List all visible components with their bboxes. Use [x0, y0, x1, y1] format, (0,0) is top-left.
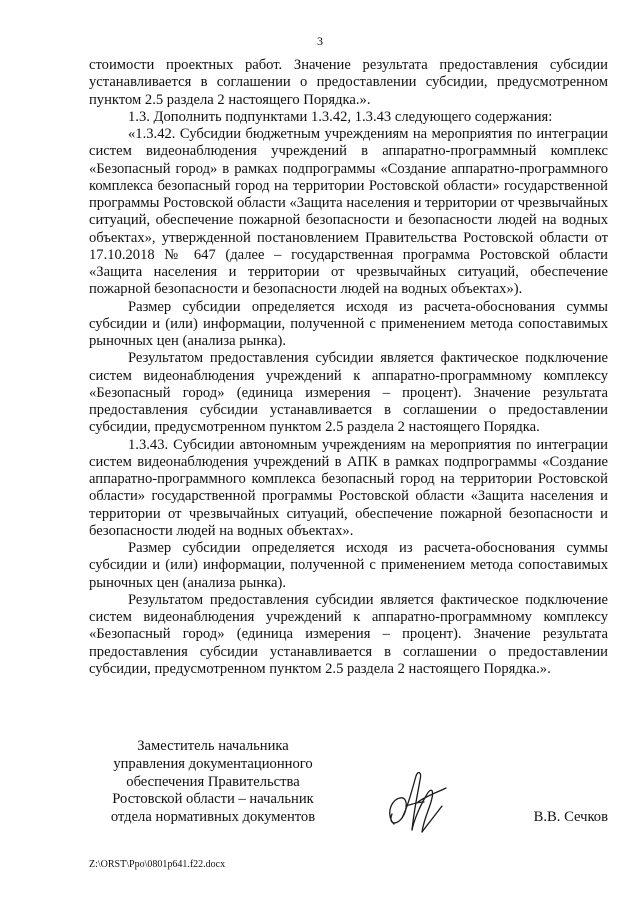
file-path-footer: Z:\ORST\Ppo\0801p641.f22.docx: [89, 859, 226, 870]
paragraph-amendment-intro: 1.3. Дополнить подпунктами 1.3.42, 1.3.43 следующего содержания:: [128, 108, 553, 125]
paragraph-subclause-1-3-43: 1.3.43. Субсидии автономным учреждениям на мероприятия по интеграции систем видеонаблюдения учреждений в АПК в рамках подпрограммы «Создание аппаратно-программного комплекса безопасный город на территории Ростовской области» государственной программы Ростовской области «Защита населения и территории от чрезвычайных ситуаций, обеспечение пожарной безопасности и безопасности людей на водных объектах».: [89, 436, 608, 539]
document-body: [89, 57, 608, 678]
paragraph-subsidy-size-2: Размер субсидии определяется исходя из расчета-обоснования суммы субсидии и (или) информации, полученной с применением метода сопоставимых рыночных цен (анализа рынка).: [89, 540, 608, 591]
paragraph-subsidy-result-2: Результатом предоставления субсидии является фактическое подключение систем видеонаблюдения учреждений к аппаратно-программному комплексу «Безопасный город» (единица измерения – процент). Значение результата предоставления субсидии устанавливается в соглашении о предоставлении субсидии, предусмотренном пунктом 2.5 раздела 2 настоящего Порядка.».: [89, 591, 608, 677]
paragraph-subsidy-result-1: Результатом предоставления субсидии является фактическое подключение систем видеонаблюдения учреждений к аппаратно-программному комплексу «Безопасный город» (единица измерения – процент). Значение результата предоставления субсидии устанавливается в соглашении о предоставлении субсидии, предусмотренном пунктом 2.5 раздела 2 настоящего Порядка.: [89, 350, 608, 436]
position-line: Ростовской области – начальник: [112, 791, 314, 808]
paragraph-continuation: стоимости проектных работ. Значение результата предоставления субсидии устанавливается в соглашении о предоставлении субсидии, предусмотренном пунктом 2.5 раздела 2 настоящего Порядка.».: [89, 57, 608, 108]
paragraph-subsidy-size-1: Размер субсидии определяется исходя из расчета-обоснования суммы субсидии и (или) информации, полученной с применением метода сопоставимых рыночных цен (анализа рынка).: [89, 298, 608, 349]
page-number: 3: [317, 34, 323, 48]
handwritten-signature: [382, 766, 452, 838]
signature-block: [89, 738, 608, 828]
position-line: обеспечения Правительства: [126, 773, 300, 790]
signatory-name: В.В. Сечков: [533, 809, 608, 825]
paragraph-subclause-1-3-42: «1.3.42. Субсидии бюджетным учреждениям на мероприятия по интеграции систем видеонаблюдения учреждений в аппаратно-программный комплекс «Безопасный город» в рамках подпрограммы «Создание аппаратно-программного комплекса безопасный город на территории Ростовской области» государственной программы Ростовской области «Защита населения и территории от чрезвычайных ситуаций, обеспечение пожарной безопасности и безопасности людей на водных объектах», утвержденной постановлением Правительства Ростовской области от 17.10.2018 № 647 (далее – государственная программа Ростовской области «Защита населения и территории от чрезвычайных ситуаций, обеспечение пожарной безопасности и безопасности людей на водных объектах»).: [89, 126, 608, 298]
position-line: Заместитель начальника: [137, 738, 289, 754]
signatory-position: [89, 738, 337, 827]
position-line: управления документационного: [113, 755, 313, 772]
position-line: отдела нормативных документов: [110, 809, 316, 826]
